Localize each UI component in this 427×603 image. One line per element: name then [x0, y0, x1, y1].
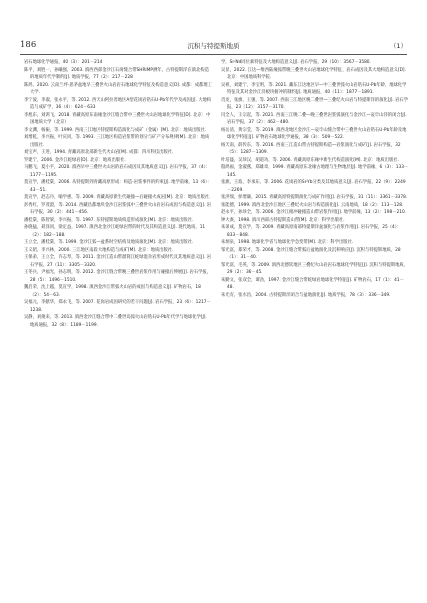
reference-item: 孙晓猛，聂泽同，梁定益，1997. 滇西北金沙江蛇绿岩带的时代及其构造意义[J]. 现代地质，11（2）：182－188. — [24, 225, 206, 238]
issue-number: （1） — [389, 42, 407, 50]
reference-item: 张旗，王焰，李承东，等. 2006. 花岗岩的Sr-Yb分类及其地质意义[J]. 岩石学报，22（9）：2249－2269. — [221, 180, 406, 193]
reference-item: 学，Sr-Nd同位素特征及大地构造意义[J]. 岩石学报，29（10）：3567－3580. — [221, 60, 371, 65]
reference-item: 张能德，1999. 滇西北金沙江地区三叠纪火山岩与构造演化[J]. 云南地质，18（2）：113－128. — [221, 202, 404, 208]
reference-item: 吴祖，刘建宁，李宝明，等. 2021. 藏东江达地区早—中三叠世弧火山岩锆石U-Pb年龄、地球化学特征及其对金沙江洋板块俯冲的制约[J]. 地质通报，40（11）：1877－1891. — [221, 82, 407, 95]
reference-item: 罗建宁，2006. 金沙江蛇绿岩[D]. 北京：地质出版社. — [24, 157, 126, 163]
reference-item: 刘宝声，王进，1994. 青藏高原北部新生代火山岩[M]. 成都：四川科技出版社. — [24, 150, 174, 155]
reference-item: 殷鸿福，金淑燕，郑雄章，1999. 青藏高原东北缘古地理与生物地层[J]. 地学前缘，6（3）：133－145. — [221, 165, 409, 178]
reference-item: 王义昭，李兴林，2000. 三江地区南段大地构造与成矿[M]. 北京：地质出版社. — [24, 247, 174, 253]
page-header — [20, 40, 407, 52]
reference-item: 刘增乾，李兴振，叶庆同，等. 1993. 三江地区构造岩浆带的划分与矿产分布规律[M]. 北京：地质出版社. — [24, 135, 210, 148]
reference-item: 陈鸿，2020. 云南兰坪-思茅盆地早三叠世火山岩岩石地球化学特征及构造意义[D]. 成都：成都理工大学. — [24, 82, 212, 95]
reference-item: 李宁波，李淑，张永平，等. 2012. 西天山阿拉善地区A型花岗岩锆石U-Pb年代学及成因[J]. 大地构造与成矿学，36（4）：624－633 — [24, 97, 212, 110]
reference-item: 张洪瑞，侯增谦，2015. 青藏高原特提斯演化与成矿作用[J]. 岩石学报，31（11）：3361－3378. — [221, 195, 408, 200]
reference-item: 钟大赉，1998. 滇川西部古特提斯造山带[M]. 北京：科学出版社. — [221, 217, 345, 223]
reference-item: 赵永平，孙珍全，等. 2006. 金沙江俯冲碰撞造山带岩浆作用[J]. 地学前缘，13（2）：198－210. — [221, 210, 407, 215]
reference-item: 王保弟，王立全，许志琴，等. 2011. 金沙江造山带溜筒江蛇绿混杂岩形成时代及其地质意义[J]. 岩石学报，27（11）：3305－3320. — [24, 255, 212, 268]
reference-item: 王立全，潘桂棠，等. 1999. 金沙江弧—盆系时空结构及地质演化[M]. 北京：地质出版社. — [24, 240, 194, 245]
reference-item: 彭秀红，罗茂澄，等. 2014. 西藏昌都地块金沙江岩浆弧中三叠世火山岩岩石成因与构造意义[J]. 岩石学报，30（2）：441－456. — [24, 202, 212, 215]
reference-item: 朱弟成，莫宣学，等. 2009. 青藏高原南部特提斯洋盆演化与岩浆作用[J]. 岩石学报，25（4）：833－848. — [221, 225, 402, 238]
page-number: 186 — [20, 40, 37, 50]
reference-item: 陈平，刘胜一，孙曦强，2003. 滇西西部金沙江石岗缝合带SHRIMP测年，古特提斯洋在滇北构造的地质年代学制约[J]. 地质学报，77（2）：217－228 — [24, 67, 209, 80]
reference-item: 吴显，2022. 江达—维西陆缘弧带晚三叠世火山岩地球化学特征、岩石成因及其大地构造意义[D]. 北京：中国地质科学院. — [221, 67, 406, 80]
reference-item: 邹光富，毛英，等. 2009. 滇西北德钦地区三叠纪火山岩岩石地球化学特征[J]. 沉积与特提斯地质，29（2）：36－45. — [221, 262, 409, 275]
reference-item: 杨天南，薛传东，等. 2016. 西南三江造山带古特提斯构造—岩浆演化与成矿[J]. 岩石学报，32（5）：1287－1309. — [221, 142, 401, 155]
reference-item: 朱光有，张水昌，2004. 古特提斯洋闭合与盆地演化[J]. 地质学报，78（3）：336－349. — [221, 292, 391, 298]
reference-item: 朱勤文，张双全，谭劲，1997. 金沙江缝合带蛇绿岩地球化学特征[J]. 矿物岩石，17（1）：41－48. — [221, 277, 404, 290]
references-right-column — [221, 59, 409, 534]
reference-item: 马鹏飞，夏小平，2020. 滇西早中三叠世火山岩的岩石成因及其地质意义[J]. 岩石学报，37（4）：1177－1195. — [24, 165, 211, 178]
reference-item: 朱炳泉，1998. 地球化学省与地球化学急变带[M]. 北京：科学出版社. — [221, 240, 354, 245]
reference-item: 魏启荣，沈上越，莫宣学，1998. 滇西金沙江带弧火山岩的成因与构造意义[J]. 矿物岩石，18（2）：54－63. — [24, 285, 201, 298]
reference-item: 李文渊，杨振，等. 1999. 西南三江地区特提斯构造演化与成矿（金属）[M]. 北京：地质出版社. — [24, 127, 207, 133]
reference-item: 肖龙，张旗，王强，等. 2007. 西南三江地区晚二叠世—三叠纪火山岩与特提斯洋的演化[J]. 岩石学报，23（12）：3157－3170. — [221, 97, 409, 110]
reference-item: 潘桂棠，陈智梁，李兴振，等. 1997. 东特提斯地质构造形成演化[M]. 北京：地质出版社. — [24, 217, 194, 223]
reference-item: 莫宣学，赵志丹，喻学惠，等. 2009. 青藏高原新生代碰撞—后碰撞火成岩[M]. 北京：地质出版社. — [24, 195, 211, 200]
header-rule — [20, 54, 407, 55]
reference-item: 闫全人，王宗起，等. 2021. 西南三江晚二叠—晚三叠世岩浆弧演化与金沙江—哀牢山洋的闭合[J]. 岩石学报，37（2）：462－480. — [221, 112, 407, 125]
reference-item: 吴福元，李献华，郑永飞，等. 2007. 花岗岩成因研究的若干问题[J]. 岩石学报，23（6）：1217－1238. — [24, 300, 211, 313]
journal-title: 沉积与特提斯地质 — [187, 42, 240, 50]
reference-item: 王冬兵，尹福光，孙志明，等. 2012. 金沙江缝合带晚三叠世岩浆作用与碰撞后伸展[J]. 岩石学报，28（5）：1496－1510. — [24, 270, 212, 283]
reference-item: 莫宣学，潘桂棠，2006. 从特提斯到青藏高原形成：构造-岩浆事件的约束[J]. 地学前缘，13（6）：43－51. — [24, 180, 212, 193]
reference-item: 邹光富，郑荣才，等. 2008. 金沙江缝合带弧后盆地演化及沉积响应[J]. 沉积与特提斯地质，28（1）：31－40. — [221, 247, 401, 260]
reference-item: 岩石地球化学通报，40（3）：201－214 — [24, 60, 103, 65]
references-left-column — [24, 59, 212, 534]
reference-item: 吴静，刘俊来，等. 2013. 滇西金沙江缝合带中二叠世岛弧火山岩锆石U-Pb年代学与地球化学[J]. 地质通报，32（8）：1189－1199. — [24, 315, 207, 328]
reference-item: 叶培盛，吴珍汉，胡道功，等. 2006. 青藏高原东缘中新生代构造演化[M]. 北京：地质出版社. — [221, 157, 399, 163]
reference-item: 李旭东，刘鸿飞，2018. 青藏高原东南缘金沙江缝合带中三叠世火山岩地球化学特征[D]. 北京：中国地质大学（北京） — [24, 112, 211, 125]
reference-item: 杨岳清，黄宗莹，等. 2019. 滇西北地区金沙江—哀牢山缝合带中三叠世火山岩锆石U-Pb年龄及地球化学特征[J]. 矿物岩石地球化学通报，38（3）：509－522. — [221, 127, 407, 140]
